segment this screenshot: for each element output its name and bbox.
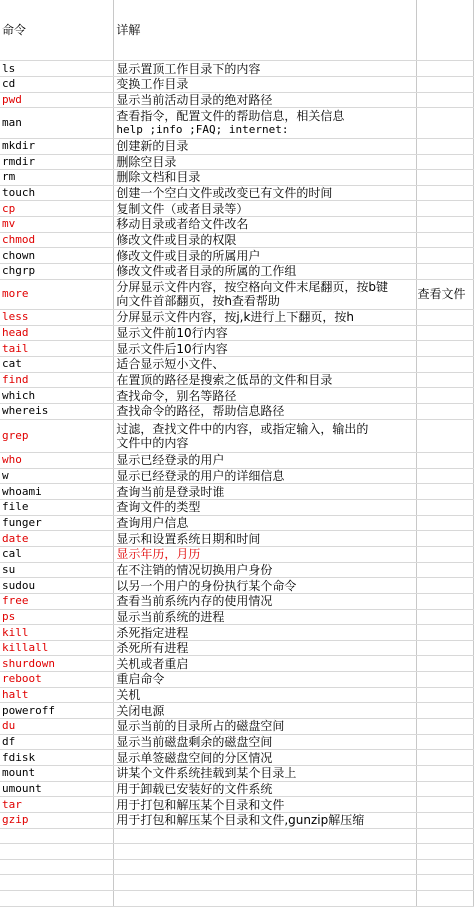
description-cell[interactable]: 变换工作目录 (114, 77, 416, 93)
description-cell[interactable]: 显示文件后10行内容 (114, 341, 416, 357)
description-cell[interactable]: 移动目录或者给文件改名 (114, 217, 416, 233)
extra-cell[interactable] (416, 703, 473, 719)
command-cell[interactable]: cp (0, 201, 114, 217)
description-cell[interactable]: 显示单签磁盘空间的分区情况 (114, 750, 416, 766)
empty-cell[interactable] (0, 875, 114, 891)
extra-cell[interactable] (416, 797, 473, 813)
command-cell[interactable]: su (0, 562, 114, 578)
table-row (0, 419, 474, 453)
extra-cell[interactable] (416, 357, 473, 373)
extra-cell[interactable] (416, 341, 473, 357)
extra-cell[interactable] (416, 61, 473, 77)
command-cell[interactable]: file (0, 500, 114, 516)
command-cell[interactable]: rmdir (0, 154, 114, 170)
extra-cell[interactable] (416, 578, 473, 594)
table-row (0, 625, 474, 641)
table-row (0, 640, 474, 656)
extra-cell[interactable]: 查看文件 (416, 279, 473, 309)
description-cell[interactable]: 显示当前磁盘剩余的磁盘空间 (114, 734, 416, 750)
table-row (0, 232, 474, 248)
table-row (0, 500, 474, 516)
command-cell[interactable]: rm (0, 170, 114, 186)
extra-cell[interactable] (416, 77, 473, 93)
empty-cell[interactable] (0, 828, 114, 844)
description-line: 文件中的内容 (116, 435, 189, 450)
table-row (0, 138, 474, 154)
command-cell[interactable]: grep (0, 419, 114, 453)
description-line: 向文件首部翻页，按h查看帮助 (116, 294, 280, 309)
extra-cell[interactable] (416, 403, 473, 419)
description-line: help ;info ;FAQ; internet: (116, 123, 289, 137)
description-cell[interactable]: 删除文档和目录 (114, 170, 416, 186)
command-cell[interactable]: w (0, 468, 114, 484)
table-row (0, 388, 474, 404)
extra-cell[interactable] (416, 310, 473, 326)
extra-cell[interactable] (416, 170, 473, 186)
extra-cell[interactable] (416, 531, 473, 547)
extra-cell[interactable] (416, 625, 473, 641)
description-line: 查看指令，配置文件的帮助信息，相关信息 (116, 109, 345, 124)
table-row (0, 531, 474, 547)
description-cell[interactable]: 杀死指定进程 (114, 625, 416, 641)
extra-cell[interactable] (416, 609, 473, 625)
table-row (0, 170, 474, 186)
command-cell[interactable]: sudou (0, 578, 114, 594)
header-description[interactable]: 详解 (114, 0, 416, 61)
table-row (0, 341, 474, 357)
empty-cell[interactable] (114, 844, 416, 860)
extra-cell[interactable] (416, 92, 473, 108)
description-cell[interactable]: 复制文件（或者目录等） (114, 201, 416, 217)
table-row (0, 92, 474, 108)
description-cell[interactable]: 创建新的目录 (114, 138, 416, 154)
command-cell[interactable]: free (0, 593, 114, 609)
extra-cell[interactable] (416, 484, 473, 500)
empty-cell[interactable] (416, 828, 473, 844)
empty-cell[interactable] (416, 875, 473, 891)
empty-cell[interactable] (114, 859, 416, 875)
description-cell[interactable]: 显示文件前10行内容 (114, 325, 416, 341)
description-cell[interactable]: 讲某个文件系统挂载到某个目录上 (114, 765, 416, 781)
description-cell[interactable]: 显示已经登录的用户 (114, 453, 416, 469)
table-row (0, 372, 474, 388)
table-row (0, 687, 474, 703)
command-cell[interactable]: man (0, 108, 114, 138)
empty-cell[interactable] (0, 844, 114, 860)
command-cell[interactable]: chmod (0, 232, 114, 248)
description-cell[interactable]: 关机 (114, 687, 416, 703)
description-cell[interactable]: 用于打包和解压某个目录和文件,gunzip解压缩 (114, 812, 416, 828)
command-cell[interactable]: less (0, 310, 114, 326)
extra-cell[interactable] (416, 687, 473, 703)
table-row (0, 201, 474, 217)
command-cell[interactable]: funger (0, 515, 114, 531)
extra-cell[interactable] (416, 734, 473, 750)
description-cell[interactable]: 在不注销的情况切换用户身份 (114, 562, 416, 578)
extra-cell[interactable] (416, 419, 473, 453)
description-cell[interactable]: 重启命令 (114, 672, 416, 688)
table-row (0, 310, 474, 326)
table-row (0, 797, 474, 813)
command-cell[interactable]: tar (0, 797, 114, 813)
table-row (0, 217, 474, 233)
description-cell[interactable]: 在置顶的路径是搜索之低昂的文件和目录 (114, 372, 416, 388)
command-cell[interactable]: find (0, 372, 114, 388)
table-row (0, 325, 474, 341)
empty-cell[interactable] (416, 859, 473, 875)
description-cell[interactable]: 查找命令，别名等路径 (114, 388, 416, 404)
empty-cell[interactable] (114, 828, 416, 844)
command-cell[interactable]: chown (0, 248, 114, 264)
command-cell[interactable]: ls (0, 61, 114, 77)
table-row (0, 185, 474, 201)
description-cell[interactable]: 修改文件或目录的权限 (114, 232, 416, 248)
description-line: 过滤，查找文件中的内容，或指定输入，输出的 (116, 421, 369, 436)
empty-cell[interactable] (416, 891, 473, 907)
command-cell[interactable]: reboot (0, 672, 114, 688)
extra-cell[interactable] (416, 388, 473, 404)
description-cell[interactable]: 查看当前系统内存的使用情况 (114, 593, 416, 609)
table-row (0, 154, 474, 170)
command-cell[interactable]: mkdir (0, 138, 114, 154)
description-cell[interactable]: 显示当前活动目录的绝对路径 (114, 92, 416, 108)
table-row (0, 765, 474, 781)
description-cell[interactable]: 修改文件或目录的所属用户 (114, 248, 416, 264)
header-row (0, 0, 474, 61)
empty-cell[interactable] (0, 891, 114, 907)
command-cell[interactable]: which (0, 388, 114, 404)
description-line: 分屏显示文件内容，按空格向文件末尾翻页，按b键 (116, 280, 388, 295)
table-row (0, 108, 474, 138)
table-row (0, 61, 474, 77)
description-cell[interactable] (114, 279, 416, 309)
command-cell[interactable]: du (0, 719, 114, 735)
command-cell[interactable]: mv (0, 217, 114, 233)
table-row (0, 609, 474, 625)
description-cell[interactable]: 关机或者重启 (114, 656, 416, 672)
description-cell[interactable]: 显示当前的目录所占的磁盘空间 (114, 719, 416, 735)
description-cell[interactable]: 显示年历，月历 (114, 547, 416, 563)
table-row (0, 77, 474, 93)
table-row (0, 578, 474, 594)
description-cell[interactable]: 以另一个用户的身份执行某个命令 (114, 578, 416, 594)
table-row (0, 656, 474, 672)
extra-cell[interactable] (416, 547, 473, 563)
description-cell[interactable]: 关闭电源 (114, 703, 416, 719)
extra-cell[interactable] (416, 325, 473, 341)
extra-cell[interactable] (416, 500, 473, 516)
command-cell[interactable]: tail (0, 341, 114, 357)
command-cell[interactable]: head (0, 325, 114, 341)
table-row (0, 672, 474, 688)
table-row (0, 468, 474, 484)
command-cell[interactable]: kill (0, 625, 114, 641)
command-cell[interactable]: fdisk (0, 750, 114, 766)
table-row (0, 812, 474, 828)
description-cell[interactable] (114, 108, 416, 138)
table-row (0, 264, 474, 280)
command-cell[interactable]: cat (0, 357, 114, 373)
extra-cell[interactable] (416, 453, 473, 469)
empty-row (0, 844, 474, 860)
extra-cell[interactable] (416, 672, 473, 688)
table-row (0, 279, 474, 309)
table-row (0, 484, 474, 500)
command-cell[interactable]: pwd (0, 92, 114, 108)
extra-cell[interactable] (416, 138, 473, 154)
description-cell[interactable]: 分屏显示文件内容，按j,k进行上下翻页，按h (114, 310, 416, 326)
command-cell[interactable]: poweroff (0, 703, 114, 719)
extra-cell[interactable] (416, 812, 473, 828)
header-extra[interactable] (416, 0, 473, 61)
extra-cell[interactable] (416, 201, 473, 217)
empty-row (0, 875, 474, 891)
table-row (0, 781, 474, 797)
description-cell[interactable]: 查找命令的路径，帮助信息路径 (114, 403, 416, 419)
extra-cell[interactable] (416, 515, 473, 531)
extra-cell[interactable] (416, 264, 473, 280)
command-cell[interactable]: chgrp (0, 264, 114, 280)
empty-row (0, 891, 474, 907)
table-row (0, 703, 474, 719)
empty-cell[interactable] (0, 859, 114, 875)
header-command[interactable]: 命令 (0, 0, 114, 61)
description-cell[interactable]: 显示置顶工作目录下的内容 (114, 61, 416, 77)
description-cell[interactable]: 用于卸载已安装好的文件系统 (114, 781, 416, 797)
command-cell[interactable]: umount (0, 781, 114, 797)
table-row (0, 750, 474, 766)
extra-cell[interactable] (416, 750, 473, 766)
extra-cell[interactable] (416, 108, 473, 138)
table-row (0, 403, 474, 419)
description-cell[interactable]: 查询文件的类型 (114, 500, 416, 516)
description-cell[interactable]: 查询用户信息 (114, 515, 416, 531)
table-row (0, 453, 474, 469)
table-row (0, 515, 474, 531)
table-row (0, 719, 474, 735)
command-cell[interactable]: more (0, 279, 114, 309)
command-cell[interactable]: cd (0, 77, 114, 93)
extra-cell[interactable] (416, 765, 473, 781)
table-row (0, 547, 474, 563)
description-cell[interactable]: 查询当前是登录时谁 (114, 484, 416, 500)
empty-row (0, 859, 474, 875)
extra-cell[interactable] (416, 656, 473, 672)
description-cell[interactable]: 删除空目录 (114, 154, 416, 170)
extra-cell[interactable] (416, 372, 473, 388)
command-cell[interactable]: df (0, 734, 114, 750)
description-cell[interactable]: 修改文件或者目录的所属的工作组 (114, 264, 416, 280)
description-cell[interactable]: 显示已经登录的用户的详细信息 (114, 468, 416, 484)
description-cell[interactable]: 用于打包和解压某个目录和文件 (114, 797, 416, 813)
command-cell[interactable]: cal (0, 547, 114, 563)
empty-row (0, 828, 474, 844)
table-row (0, 593, 474, 609)
table-row (0, 562, 474, 578)
extra-cell[interactable] (416, 217, 473, 233)
extra-cell[interactable] (416, 719, 473, 735)
command-cell[interactable]: whoami (0, 484, 114, 500)
extra-cell[interactable] (416, 154, 473, 170)
command-cell[interactable]: touch (0, 185, 114, 201)
extra-cell[interactable] (416, 562, 473, 578)
extra-cell[interactable] (416, 185, 473, 201)
extra-cell[interactable] (416, 468, 473, 484)
extra-cell[interactable] (416, 248, 473, 264)
table-row (0, 357, 474, 373)
description-cell[interactable]: 显示和设置系统日期和时间 (114, 531, 416, 547)
extra-cell[interactable] (416, 232, 473, 248)
command-cell[interactable]: whereis (0, 403, 114, 419)
table-row (0, 248, 474, 264)
empty-cell[interactable] (114, 875, 416, 891)
empty-cell[interactable] (114, 891, 416, 907)
command-cell[interactable]: killall (0, 640, 114, 656)
description-cell[interactable]: 杀死所有进程 (114, 640, 416, 656)
command-cell[interactable]: who (0, 453, 114, 469)
command-cell[interactable]: gzip (0, 812, 114, 828)
extra-cell[interactable] (416, 640, 473, 656)
command-cell[interactable]: date (0, 531, 114, 547)
description-cell[interactable]: 适合显示短小文件、 (114, 357, 416, 373)
extra-cell[interactable] (416, 593, 473, 609)
command-cell[interactable]: mount (0, 765, 114, 781)
command-cell[interactable]: halt (0, 687, 114, 703)
empty-cell[interactable] (416, 844, 473, 860)
command-cell[interactable]: shurdown (0, 656, 114, 672)
extra-cell[interactable] (416, 781, 473, 797)
description-cell[interactable]: 显示当前系统的进程 (114, 609, 416, 625)
command-cell[interactable]: ps (0, 609, 114, 625)
table-row (0, 734, 474, 750)
description-cell[interactable] (114, 419, 416, 453)
description-cell[interactable]: 创建一个空白文件或改变已有文件的时间 (114, 185, 416, 201)
